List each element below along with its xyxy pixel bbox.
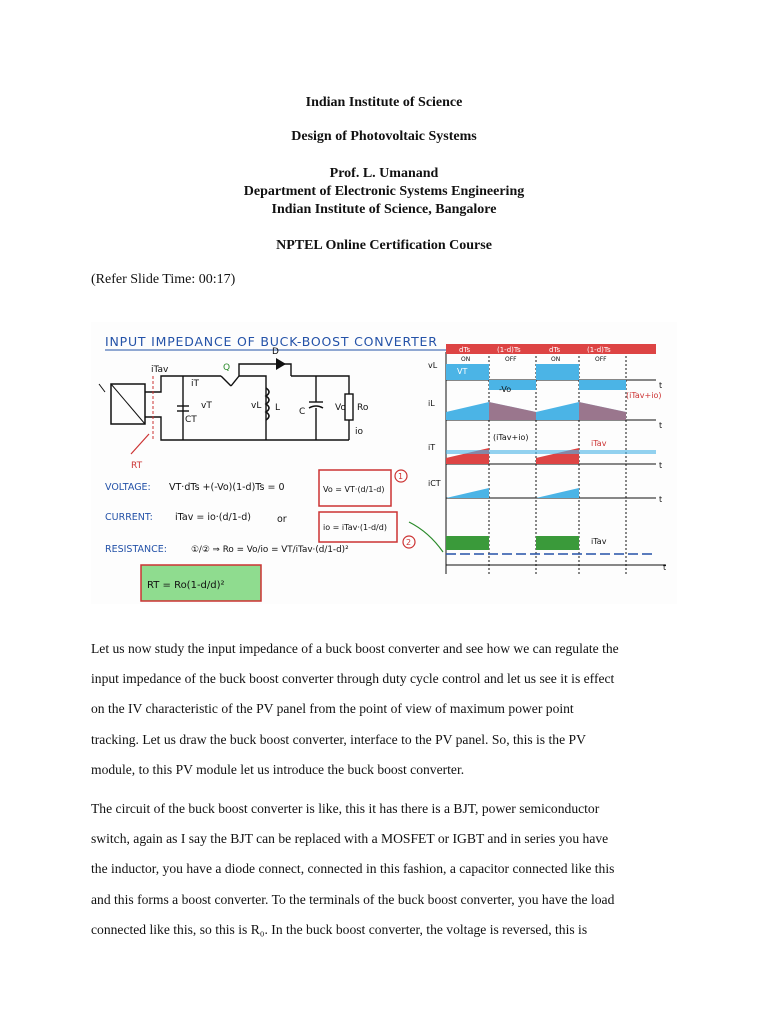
paragraph-1-line-1: Let us now study the input impedance of a buck boost converter and see how we can regulate the (91, 641, 619, 656)
timing-t-5: t (663, 563, 667, 572)
timing-dts-2: dTs (549, 346, 561, 354)
timing-off-1: OFF (505, 356, 517, 363)
label-q: Q (223, 363, 231, 373)
paragraph-2-line-2: switch, again as I say the BJT can be replaced with a MOSFET or IGBT and in series you have (91, 831, 609, 847)
timing-vl-label: vL (428, 361, 438, 370)
slide-image (91, 322, 677, 604)
paragraph-2-line-5: connected like this, so this is R₀. In the buck boost converter, the voltage is reversed, this is (91, 921, 588, 937)
voltage-result: Vo = VT·(d/1-d) (323, 485, 385, 494)
label-ro: Ro (357, 403, 369, 413)
timing-itav-label-2: iTav (591, 537, 607, 546)
rt-result: RT = Ro(1-d/d)² (147, 580, 225, 591)
paragraph-1-line-4: tracking. Let us draw the buck boost converter, interface to the PV panel. So, this is the PV (91, 731, 586, 747)
timing-t-2: t (659, 421, 663, 430)
timing-it-label: iT (428, 443, 436, 452)
paragraph-1-line-5: module, to this PV module let us introduce the buck boost converter. (91, 761, 465, 777)
course-program: NPTEL Online Certification Course (276, 238, 492, 253)
slide-title: INPUT IMPEDANCE OF BUCK-BOOST CONVERTER (105, 334, 438, 349)
timing-il-label: iL (428, 399, 435, 408)
timing-t-3: t (659, 461, 663, 470)
timing-itav-io-label-2: (iTav+io) (493, 433, 529, 442)
timing-on-2: ON (551, 356, 561, 363)
resistance-equation: ①/② ⇒ Ro = Vo/io = VT/iTav·(d/1-d)² (191, 545, 349, 555)
refer-slide-time: (Refer Slide Time: 00:17) (91, 272, 236, 287)
paragraph-2-line-1: The circuit of the buck boost converter is like, this it has there is a BJT, power semiconductor (91, 801, 600, 816)
timing-itav-io-label: (iTav+io) (626, 391, 662, 400)
label-io: io (355, 427, 364, 437)
professor-name: Prof. L. Umanand (329, 166, 439, 181)
label-d: D (272, 347, 279, 357)
label-vl: vL (251, 401, 262, 411)
paragraph-2-line-4: and this forms a boost converter. To the terminals of the buck boost converter, you have the load (91, 891, 615, 907)
label-rt: RT (131, 461, 143, 471)
resistance-label: RESISTANCE: (105, 544, 167, 555)
timing-vt-label: VT (457, 367, 468, 376)
timing-1md-2: (1-d)Ts (587, 346, 611, 354)
paragraph-1 (91, 634, 678, 785)
label-ct: CT (185, 415, 197, 425)
paragraph-2-line-3: the inductor, you have a diode connect, connected in this fashion, a capacitor connected like this (91, 861, 615, 877)
circle-2: 2 (406, 538, 412, 547)
course-title: Design of Photovoltaic Systems (291, 129, 477, 144)
timing-ict-label: iCT (428, 479, 441, 488)
institute-location: Indian Institute of Science, Bangalore (271, 202, 497, 217)
current-result: io = iTav·(1-d/d) (323, 523, 387, 532)
label-itav: iTav (151, 365, 169, 375)
timing-t-1: t (659, 381, 663, 390)
timing-off-2: OFF (595, 356, 607, 363)
timing-itav-label: iTav (591, 439, 607, 448)
department-name: Department of Electronic Systems Engineering (243, 184, 525, 199)
voltage-equation: VT·dTs +(-Vo)(1-d)Ts = 0 (169, 482, 285, 493)
label-it: iT (191, 379, 199, 389)
paragraph-1-line-2: input impedance of the buck boost converter through duty cycle control and let us see it is effect (91, 671, 615, 687)
timing-minus-vo-label: -Vo (499, 385, 512, 394)
paragraph-1-line-3: on the IV characteristic of the PV panel from the point of view of maximum power point (91, 701, 574, 717)
label-l: L (275, 403, 281, 413)
current-label: CURRENT: (105, 512, 153, 523)
label-vt: vT (201, 401, 212, 411)
paragraph-2 (91, 794, 678, 945)
timing-on-1: ON (461, 356, 471, 363)
timing-1md-1: (1-d)Ts (497, 346, 521, 354)
circle-1: 1 (398, 472, 404, 481)
current-equation: iTav = io·(d/1-d) (175, 512, 251, 523)
label-vo: Vo (335, 403, 346, 413)
current-or: or (277, 514, 287, 525)
timing-t-4: t (659, 495, 663, 504)
voltage-label: VOLTAGE: (105, 482, 151, 493)
label-c: C (299, 407, 306, 417)
timing-dts-1: dTs (459, 346, 471, 354)
institute-name: Indian Institute of Science (305, 95, 463, 110)
